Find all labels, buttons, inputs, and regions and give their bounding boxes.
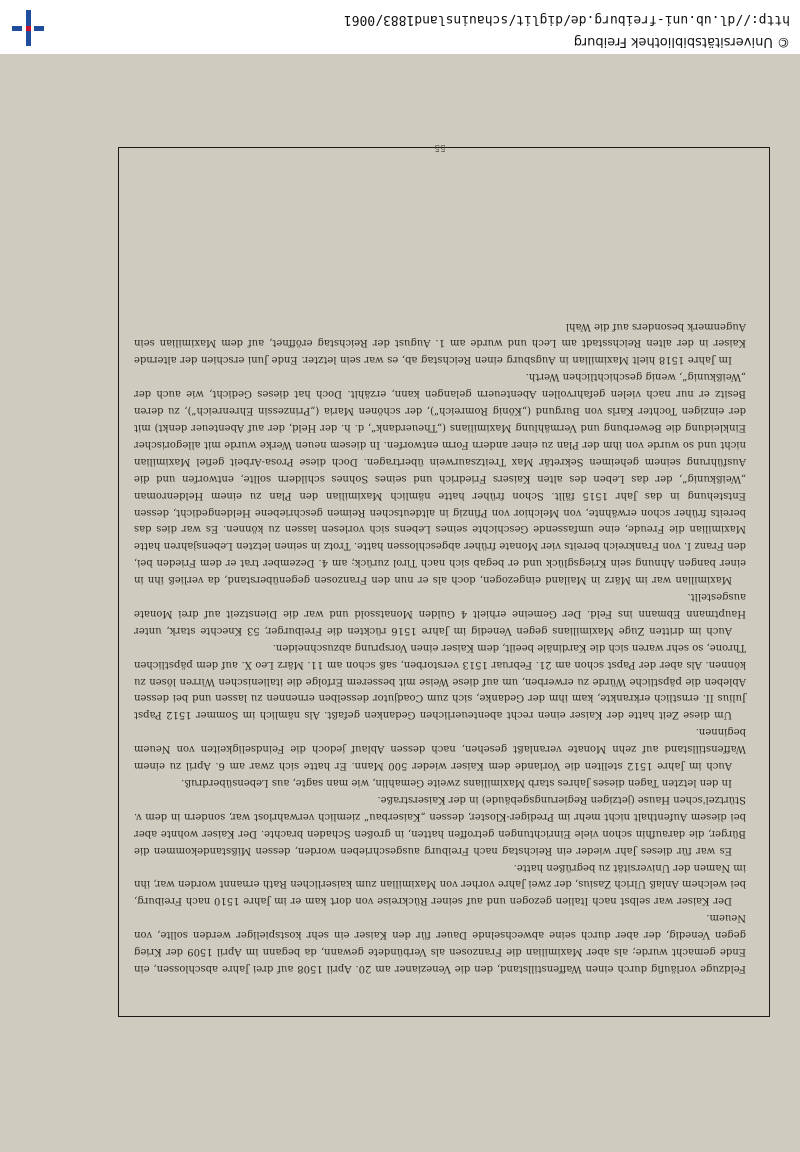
paragraph: Auch im dritten Zuge Maximilians gegen Venedig im Jahre 1516 rückten die Freiburger, 53 Knechte stark, unter Hauptmann Ebmann ins Feld. Der Gemeine erhielt 4 Gulden Monatssold und war die Dienstzeit auf drei Monate ausgestellt. bbox=[134, 591, 746, 636]
paragraph: Um diese Zeit hatte der Kaiser einen recht abenteuerlichen Gedanken gefaßt. Als nämlich im Sommer 1512 Papst Julius II. ernstlich erkrankte, kam ihm der Gedanke, sich zum Coadjutor desselben ernennen zu lassen und bei dessen Ableben die päpstliche Würde zu erwerben, um auf diese Weise mit besserem Erfolge die italienischen Wirren lösen zu können. Als aber der Papst schon am 21. Februar 1513 verstorben, saß schon am 11. März Leo X. auf dem päpstlichen Throne, so sehr waren sich die Kardinäle beeilt, dem Kaiser einen Vorsprung abzuschneiden. bbox=[134, 641, 746, 721]
copyright-text: © Universitätsbibliothek Freiburg bbox=[573, 34, 790, 49]
body-text bbox=[134, 317, 746, 976]
paragraph: Feldzuge vorläufig durch einen Waffenstillstand, den die Venezianer am 20. April 1508 auf drei Jahre abschlossen, ein Ende gemacht wurde; als aber Maximilian die Franzosen als Verbündete gewann, da begann im April 1509 der Krieg gegen Venedig, der aber durch seine abwechselnde Dauer für den Kaiser ein sehr kostspieliger werden sollte, von Neuem. bbox=[134, 912, 746, 974]
book-page bbox=[0, 54, 800, 1152]
logo-accent-mark bbox=[26, 26, 31, 31]
page-number: 55 bbox=[434, 142, 446, 152]
logo-bar-left bbox=[34, 26, 44, 31]
paragraph: Auch im Jahre 1512 stellten die Vorlande dem Kaiser wieder 500 Mann. Er hatte sich zwar am 6. April zu einem Waffenstillstand auf zehn Monate veranlaßt gesehen, nach dessen Ablauf jedoch die Feindseligkeiten von Neuem beginnen. bbox=[134, 726, 746, 772]
ub-freiburg-logo-icon bbox=[8, 8, 48, 48]
paragraph: Maximilian war im März in Mailand eingezogen, doch als er nun den Franzosen gegenüberstand, da verließ ihn in einer bangen Ahnung sein Kriegsglück und er begab sich nach Tirol zurück; am 4. Dezember trat er dem Frieden bei, den Franz I. von Frankreich bereits vier Monate früher abgeschlossen hatte. Trotz in seinen letzten Lebensjahren hatte Maximilian die Freude, eine umfassende Geschichte seines Lebens sich vorlesen lassen zu können. Es war dies das bereits früher schon erwähnte, von Melchior von Pfinzig in altdeutschen Reimen geschriebene Heldengedicht, dessen Entstehung in das Jahr 1515 fällt. Schon früher hatte nämlich Maximilian den Plan zu einem Heldenroman „Weißkunig“, der das Leben des alten Kaisers Friedrich und seines Sohnes schildern sollte, entworfen und die Ausführung seinem geheimen Sekretär Max Treitzsaurwein übertragen. Doch diese Prosa-Arbeit gefiel Maximilian nicht und so wurde von ihm der Plan zu einer andern Form entworfen. In diesem neuen Werke wurde mit allegorischer Einkleidung die Bewerbung und Vermählung Maximilians („Theuerdank“, d. h. der Held, der auf Abenteuer denkt) mit der einzigen Tochter Karls von Burgund („König Romreich“), der schönen Maria („Prinzessin Ehrenreich“), zu deren Besitz er nur nach vielen gefahrvollen Abenteuern gelangen kann, erzählt. Doch hat dieses Gedicht, wie auch der „Weißkunig“, wenig geschichtlichen Werth. bbox=[134, 371, 746, 586]
logo-bar-right bbox=[12, 26, 22, 31]
paragraph: Der Kaiser war selbst nach Italien gezogen und auf seiner Rückreise von dort kam er im Jahre 1510 nach Freiburg, bei welchem Anlaß Ulrich Zasius, der zwei Jahre vorher von Maximilian zum kaiserlichen Rath ernannt worden war, ihn im Namen der Universität zu begrüßen hatte. bbox=[134, 861, 746, 907]
paragraph: In den letzten Tagen dieses Jahres starb Maximilians zweite Gemahlin, wie man sagte, aus Lebensüberdruß. bbox=[181, 777, 732, 789]
paragraph: Es war für dieses Jahr wieder ein Reichstag nach Freiburg ausgeschrieben worden, dessen Mißstandekommen die Bürger, die daraufhin schon viele Einrichtungen getroffen hatten, in großen Schaden brachte. Der Kaiser wohnte aber bei diesem Aufenthalt nicht mehr im Prediger-Kloster, dessen „Kaiserbau“ ziemlich verwahrlost war, sondern in dem v. Stürtzel'schen Hause (jetzigen Regierungsgebäude) in der Kaiserstraße. bbox=[134, 793, 746, 856]
paragraph: Im Jahre 1518 hielt Maximilian in Augsburg einen Reichstag ab, es war sein letzter. Ende Juni erschien der alternde Kaiser in der alten Reichsstadt am Lech und wurde am 1. August der Reichstag eröffnet, auf dem Maximilian sein Augenmerk besonders auf die Wahl bbox=[134, 320, 746, 366]
permalink-url[interactable]: http://dl.ub.uni-freiburg.de/diglit/schauinsland1883/0061 bbox=[343, 12, 790, 27]
footer-bar bbox=[0, 0, 800, 54]
